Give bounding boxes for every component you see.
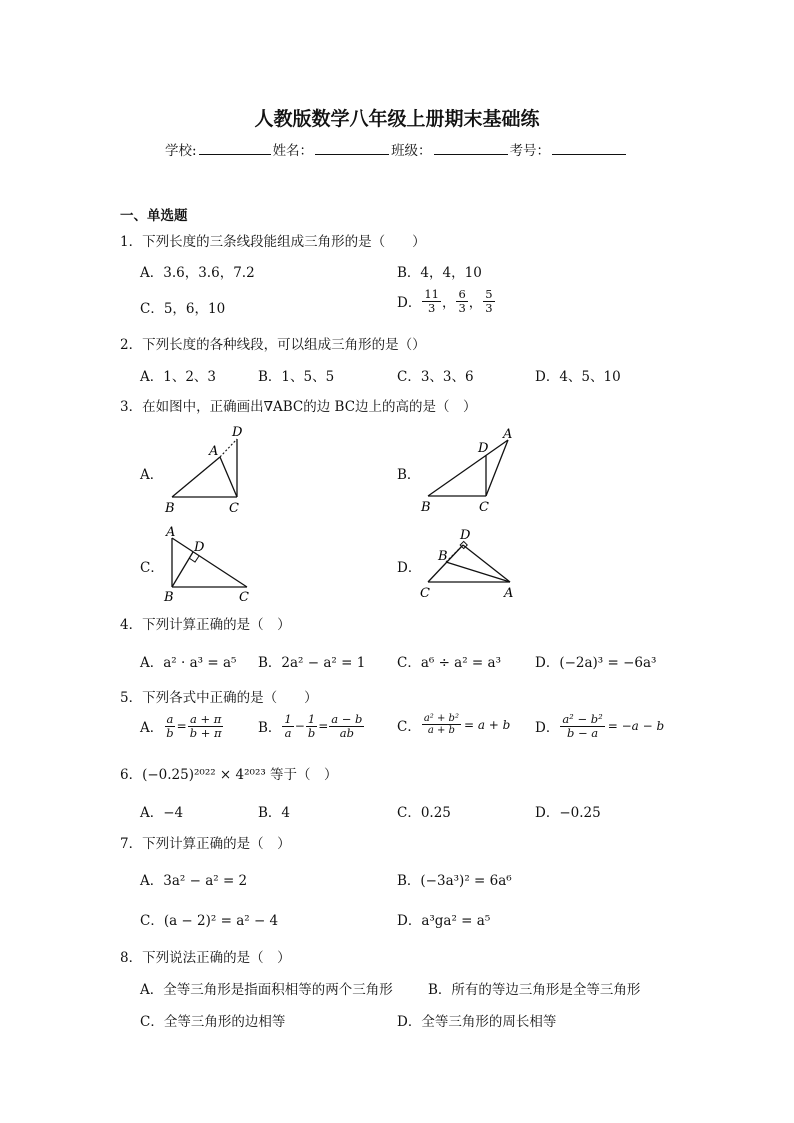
page-title: 人教版数学八年级上册期末基础练 bbox=[254, 108, 540, 130]
extension-dashed bbox=[220, 439, 237, 457]
segment-da bbox=[463, 545, 510, 582]
q5-option-c[interactable] bbox=[397, 713, 510, 736]
q5-d-lhs: $\frac{\text{a² − b²}}{b - a}$ bbox=[562, 712, 603, 740]
q3-option-a[interactable]: A． bbox=[140, 467, 164, 483]
q7-option-b[interactable]: B．(−3a³)² = 6a⁶ bbox=[397, 873, 512, 889]
label-b: B bbox=[421, 500, 431, 515]
q8-option-d[interactable]: D．全等三角形的周长相等 bbox=[397, 1014, 557, 1030]
q2-option-c[interactable]: C．3、3、6 bbox=[397, 369, 474, 385]
q6-option-d[interactable]: D．−0.25 bbox=[535, 805, 601, 821]
label-d: D bbox=[478, 441, 489, 456]
q5-option-a[interactable] bbox=[140, 713, 225, 739]
q6-option-b[interactable]: B．4 bbox=[258, 805, 291, 821]
q5-option-b[interactable] bbox=[258, 713, 365, 739]
q3-figure-b bbox=[416, 424, 526, 516]
q5-d-prefix: D． bbox=[535, 720, 560, 737]
label-a: A bbox=[503, 427, 513, 442]
q4-option-b[interactable]: B．2a² − a² = 1 bbox=[258, 655, 366, 671]
q8-option-c[interactable]: C．全等三角形的边相等 bbox=[140, 1014, 286, 1030]
label-a: A bbox=[166, 525, 176, 540]
segment-ba bbox=[172, 457, 220, 497]
section-heading: 一、单选题 bbox=[120, 208, 188, 224]
label-a: A bbox=[209, 444, 219, 459]
q5-b-prefix: B． bbox=[258, 720, 282, 737]
q1-option-b[interactable]: B．4，4，10 bbox=[397, 265, 482, 281]
q6-option-a[interactable]: A．−4 bbox=[140, 805, 184, 821]
q5-c-rhs: = a + b bbox=[463, 717, 511, 732]
q3-option-b[interactable]: B． bbox=[397, 467, 421, 483]
segment-ba bbox=[446, 562, 510, 582]
q5-option-d[interactable] bbox=[535, 713, 664, 739]
q1-option-a[interactable]: A．3.6，3.6，7.2 bbox=[140, 265, 255, 281]
q8-option-b[interactable]: B．所有的等边三角形是全等三角形 bbox=[428, 982, 641, 998]
label-c: C bbox=[239, 590, 249, 605]
minus-sign: − bbox=[294, 719, 305, 734]
q5-a-lhs: $\frac{a}{b}$ bbox=[166, 712, 174, 740]
q5-c-lhs: $\frac{\text{a² + b²}}{a + b}$ bbox=[423, 713, 459, 736]
q4-option-c[interactable]: C．a⁶ ÷ a² = a³ bbox=[397, 655, 501, 671]
question-1-stem: 1．下列长度的三条线段能组成三角形的是（ ） bbox=[120, 234, 426, 250]
label-d: D bbox=[194, 540, 205, 555]
exam-no-label: 考号： bbox=[509, 143, 551, 159]
separator: ， bbox=[468, 295, 483, 312]
q1-option-d[interactable] bbox=[397, 288, 496, 314]
q3-option-d[interactable]: D． bbox=[397, 560, 422, 576]
name-blank[interactable] bbox=[315, 140, 389, 155]
label-c: C bbox=[420, 586, 430, 601]
q7-option-c[interactable]: C．(a − 2)² = a² − 4 bbox=[140, 913, 279, 929]
label-d: D bbox=[460, 528, 471, 543]
q3-option-c[interactable]: C． bbox=[140, 560, 164, 576]
question-6-stem: 6．(−0.25)²⁰²² × 4²⁰²³ 等于（ ） bbox=[120, 767, 338, 783]
q1-option-d-prefix: D． bbox=[397, 295, 422, 312]
school-blank[interactable] bbox=[199, 140, 271, 155]
q3-figure-a bbox=[160, 424, 260, 516]
school-label: 学校: bbox=[165, 143, 197, 159]
label-b: B bbox=[438, 549, 448, 564]
q5-a-prefix: A． bbox=[140, 720, 164, 737]
q8-option-a[interactable]: A．全等三角形是指面积相等的两个三角形 bbox=[140, 982, 393, 998]
label-d: D bbox=[232, 425, 243, 440]
q2-option-d[interactable]: D．4、5、10 bbox=[535, 369, 621, 385]
equals-sign: = bbox=[318, 719, 329, 734]
equals-sign: = bbox=[176, 719, 187, 734]
label-b: B bbox=[165, 501, 175, 516]
q5-b-term1: $\frac{1}{a}$ bbox=[284, 712, 292, 740]
q7-option-a[interactable]: A．3a² − a² = 2 bbox=[140, 873, 248, 889]
segment-bd bbox=[172, 552, 193, 587]
q2-option-a[interactable]: A．1、2、3 bbox=[140, 369, 217, 385]
q1-option-c[interactable]: C．5，6，10 bbox=[140, 301, 226, 317]
exam-no-blank[interactable] bbox=[552, 140, 626, 155]
label-c: C bbox=[229, 501, 239, 516]
question-4-stem: 4．下列计算正确的是（ ） bbox=[120, 617, 291, 633]
q3-figure-d bbox=[416, 524, 526, 606]
class-label: 班级： bbox=[391, 143, 432, 159]
q2-option-b[interactable]: B．1、5、5 bbox=[258, 369, 335, 385]
q4-option-a[interactable]: A．a² · a³ = a⁵ bbox=[140, 655, 237, 671]
question-3-stem: 3．在如图中，正确画出∇ABC的边 BC边上的高的是（ ） bbox=[120, 399, 477, 415]
class-blank[interactable] bbox=[434, 140, 508, 155]
q5-d-rhs: = −a − b bbox=[607, 719, 665, 734]
q5-b-term2: $\frac{1}{b}$ bbox=[307, 712, 316, 740]
label-a: A bbox=[504, 586, 514, 601]
question-5-stem: 5．下列各式中正确的是（ ） bbox=[120, 690, 318, 706]
question-2-stem: 2．下列长度的各种线段，可以组成三角形的是（） bbox=[120, 337, 426, 353]
name-label: 姓名： bbox=[272, 143, 314, 159]
segment-ac bbox=[172, 538, 247, 587]
label-b: B bbox=[164, 590, 174, 605]
q4-option-d[interactable]: D．(−2a)³ = −6a³ bbox=[535, 655, 657, 671]
q1-d-fraction-2: $\frac{6}{3}$ bbox=[458, 287, 466, 315]
q6-option-c[interactable]: C．0.25 bbox=[397, 805, 451, 821]
question-8-stem: 8．下列说法正确的是（ ） bbox=[120, 950, 291, 966]
q1-d-fraction-1: $\frac{11}{3}$ bbox=[424, 287, 439, 315]
q3-figure-c bbox=[160, 524, 260, 606]
q7-option-d[interactable]: D．a³ga² = a⁵ bbox=[397, 913, 491, 929]
segment-ba bbox=[428, 440, 508, 496]
q5-a-rhs: $\frac{a + \pi}{b + \pi}$ bbox=[189, 712, 222, 740]
q5-c-prefix: C． bbox=[397, 718, 421, 735]
segment-ac bbox=[220, 457, 237, 497]
question-7-stem: 7．下列计算正确的是（ ） bbox=[120, 836, 291, 852]
label-c: C bbox=[479, 500, 489, 515]
student-info-line bbox=[165, 139, 628, 159]
separator: ， bbox=[441, 295, 456, 312]
q1-d-fraction-3: $\frac{5}{3}$ bbox=[485, 287, 493, 315]
q5-b-rhs: $\frac{a - b}{ab}$ bbox=[331, 712, 363, 740]
